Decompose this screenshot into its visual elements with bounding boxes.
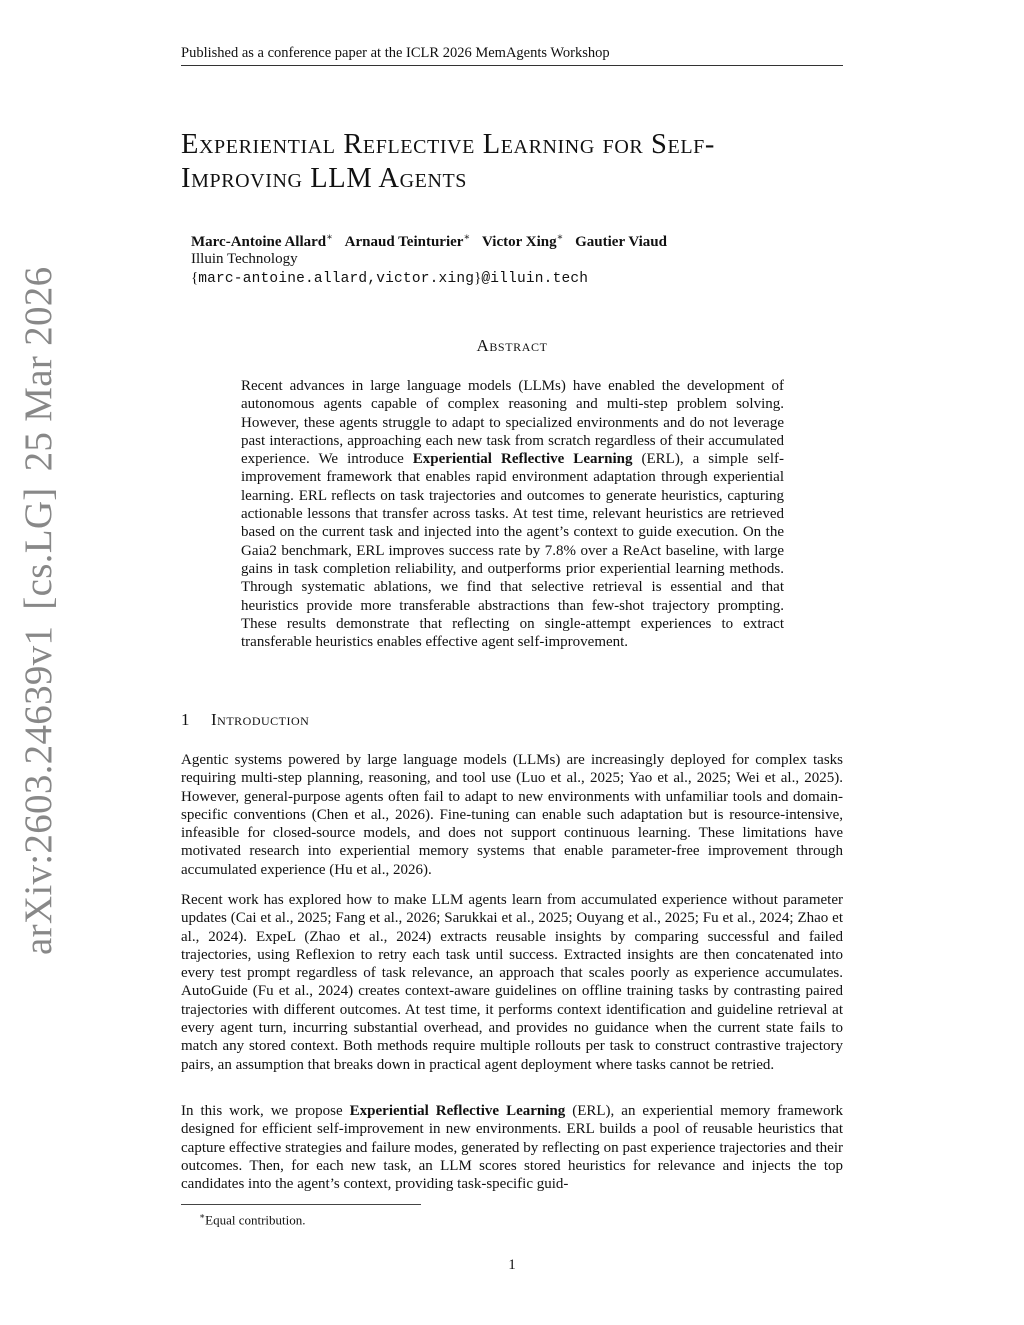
footnote-mark: ∗	[199, 1211, 206, 1221]
abstract-text-part: Recent advances in large language models (LLMs) have enabled the development of autonomous agents capable of complex reasoning and multi-step problem solving. However, these agents struggle to adapt to specialized environments and do not leverage past interactions, approaching each new task from scratch regardless of their accumulated experience. We introduce	[241, 378, 784, 468]
footnote-rule	[181, 1204, 421, 1205]
affiliation: Illuin Technology	[191, 251, 298, 267]
abstract-body	[241, 377, 784, 651]
paragraph-text-part: (ERL), an experiential memory framework designed for efficient self-improvement in new environments. ERL builds a pool of reusable heuristics that capture effective strategies and failure modes, generated by reflecting on past experience trajectories and their outcomes. Then, for each new task, an LLM scores stored heuristics for relevance and injects the top candidates into the agent’s context, providing task-specific guid-	[181, 1103, 843, 1193]
arxiv-date: 25 Mar 2026	[17, 266, 60, 472]
paragraph-text-part: In this work, we propose	[181, 1103, 350, 1119]
email-domain: @illuin.tech	[481, 271, 589, 287]
method-name: Experiential Reflective Learning	[349, 1103, 566, 1119]
author-emails[interactable]	[191, 268, 588, 289]
email-brace-close: }	[474, 270, 482, 286]
section-number: 1	[181, 710, 190, 729]
equal-contribution-mark: ∗	[463, 232, 471, 243]
abstract-method-name: Experiential Reflective Learning	[412, 451, 633, 468]
equal-contribution-mark: ∗	[326, 232, 333, 243]
title-line-1: Experiential Reflective Learning for Self-	[181, 129, 715, 160]
author-name: Victor Xing	[482, 234, 557, 250]
footnote	[199, 1208, 306, 1228]
section-title: Introduction	[211, 710, 310, 729]
author-name: Marc-Antoine Allard	[191, 234, 327, 250]
equal-contribution-mark: ∗	[556, 232, 564, 243]
author-name: Arnaud Teinturier	[344, 234, 464, 250]
footnote-text: Equal contribution.	[205, 1212, 306, 1228]
paper-title	[181, 128, 861, 196]
arxiv-category: [cs.LG]	[17, 487, 60, 610]
email-names: marc-antoine.allard,victor.xing	[198, 271, 475, 287]
paragraph	[181, 1102, 843, 1193]
running-header: Published as a conference paper at the ICLR 2026 MemAgents Workshop	[181, 44, 843, 66]
author-name: Gautier Viaud	[575, 234, 667, 250]
arxiv-stamp	[14, 266, 64, 955]
title-line-2: Improving LLM Agents	[181, 163, 468, 194]
paragraph: Agentic systems powered by large language models (LLMs) are increasingly deployed for complex tasks requiring multi-step planning, reasoning, and tool use (Luo et al., 2025; Yao et al., 2025; Wei et al., 2025). However, general-purpose agents often fail to adapt to new environments with unfamiliar tools and domain-specific conventions (Chen et al., 2026). Fine-tuning can enable such adaptation but is resource-intensive, infeasible for closed-source models, and does not support continuous learning. These limitations have motivated research into experiential memory systems that enable parameter-free improvement through accumulated experience (Hu et al., 2026).	[181, 752, 843, 878]
abstract-text-part: (ERL), a simple self-improvement framework that enables rapid environment adaptation through experiential learning. ERL reflects on task trajectories and outcomes to generate heuristics, capturing actionable lessons that transfer across tasks. At test time, relevant heuristics are retrieved based on the current task and injected into the agent’s context to guide execution. On the Gaia2 benchmark, ERL improves success rate by 7.8% over a ReAct baseline, with large gains in task completion reliability, and outperforms prior experiential learning methods. Through systematic ablations, we find that selective retrieval is essential and that heuristics provide more transferable abstractions than few-shot trajectory prompting. These results demonstrate that reflecting on single-attempt experiences to extract transferable heuristics enables effective agent self-improvement.	[241, 451, 784, 651]
page-number: 1	[508, 1257, 516, 1273]
abstract-heading: Abstract	[476, 336, 548, 355]
paragraph: Recent work has explored how to make LLM agents learn from accumulated experience without parameter updates (Cai et al., 2025; Fang et al., 2026; Sarukkai et al., 2025; Ouyang et al., 2025; Fu et al., 2024; Zhao et al., 2024). ExpeL (Zhao et al., 2024) extracts reusable insights by comparing successful and failed trajectories, using Reflexion to retry each task until success. Extracted insights are then concatenated into every test prompt regardless of task relevance, an approach that scales poorly as experience accumulates. AutoGuide (Fu et al., 2024) creates context-aware guidelines on offline training tasks by contrasting paired trajectories with different outcomes. At test time, it performs context identification and guideline retrieval at every agent turn, incurring substantial overhead, and provides no guidance when the current state fails to match any stored context. Both methods require multiple rollouts per task to construct contrastive trajectory pairs, an assumption that breaks down in practical agent deployment where tasks cannot be retried.	[181, 892, 843, 1073]
email-brace-open: {	[191, 270, 199, 286]
section-heading	[181, 710, 309, 730]
arxiv-id[interactable]: arXiv:2603.24639v1	[17, 625, 60, 955]
